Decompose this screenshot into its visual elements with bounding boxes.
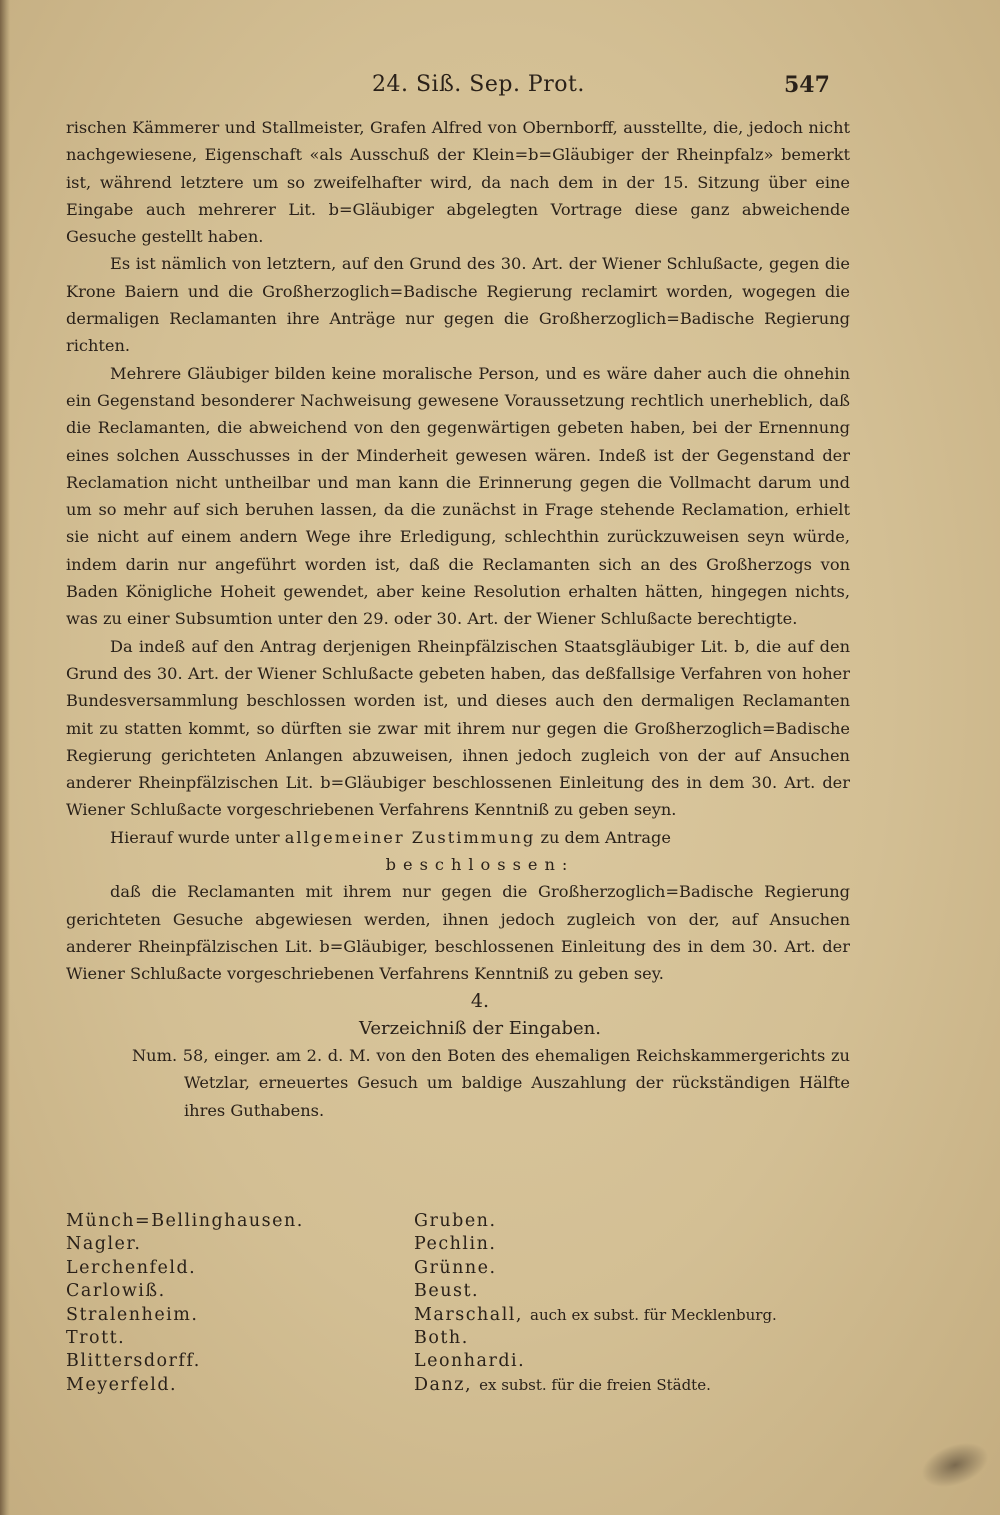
signatory-entry <box>414 1210 874 1233</box>
resolution-text: daß die Reclamanten mit ihrem nur gegen die Großherzoglich=Badische Regierung gerichteten Gesuche abgewiesen werden, ihnen jedoch zugleich von der, auf Ansuchen anderer Rheinpfälzischen Lit. b=Gläubiger, beschlossenen Einleitung des in dem 30. Art. der Wiener Schlußacte vorgeschriebenen Verfahrens Kenntniß zu geben sey. <box>66 882 850 984</box>
paragraph-1: rischen Kämmerer und Stallmeister, Grafen Alfred von Obernborff, ausstellte, die, jedoch nicht nachgewiesene, Eigenschaft «als Ausschuß der Klein=b=Gläubiger der Rheinpfalz» bemerkt ist, während letztere um so zweifelhafter wird, da nach dem in der 15. Sitzung über eine Eingabe auch mehrerer Lit. b=Gläubiger abgelegten Vortrage diese ganz abweichende Gesuche gestellt haben. <box>66 118 850 247</box>
signatory-note: auch ex subst. für Mecklenburg. <box>530 1305 777 1324</box>
entry-number: Num. 58, <box>132 1046 209 1066</box>
signatory-entry <box>414 1257 874 1280</box>
signatory-entry <box>414 1327 874 1350</box>
paragraph-4: Da indeß auf den Antrag derjenigen Rheinpfälzischen Staatsgläubiger Lit. b, die auf den Grund des 30. Art. der Wiener Schlußacte gebeten haben, das deßfallsige Verfahren von hoher Bundesversammlung beschlossen worden ist, und dieses auch den dermaligen Reclamanten mit zu statten kommt, so dürften sie zwar mit ihrem nur gegen die Großherzoglich=Badische Regierung gerichteten Anlangen abzuweisen, ihnen jedoch zugleich von der auf Ansuchen anderer Rheinpfälzischen Lit. b=Gläubiger beschlossenen Einleitung des in dem 30. Art. der Wiener Schlußacte vorgeschriebenen Verfahrens Kenntniß zu geben seyn. <box>66 636 850 820</box>
signatory-name: Pechlin. <box>414 1234 497 1255</box>
signatory-name: Danz, <box>414 1374 473 1395</box>
signatory-column-right <box>414 1210 874 1397</box>
resolution-intro-suffix: zu dem Antrage <box>540 827 671 847</box>
signatory-name: Meyerfeld. <box>66 1374 178 1395</box>
signatory-name: Beust. <box>414 1281 480 1302</box>
signatory-name: Both. <box>414 1328 469 1349</box>
signatory-name: Leonhardi. <box>414 1351 526 1372</box>
paragraph-3: Mehrere Gläubiger bilden keine moralische Person, und es wäre daher auch die ohnehin ein Gegenstand besonderer Nachweisung gewesene Voraussetzung rechtlich unerheblich, daß die Reclamanten, die abweichend von den gegenwärtigen gebeten haben, bei der Ernennung eines solchen Ausschusses in der Minderheit gewesen wären. Indeß ist der Gegenstand der Reclamation nicht untheilbar und man kann die Erinnerung gegen die Vollmacht darum und um so mehr auf sich beruhen lassen, da die zunächst in Frage stehende Reclamation, erhielt sie nicht auf einem andern Wege ihre Erledigung, schlechthin zurückzuweisen seyn würde, indem darin nur angeführt worden ist, daß die Reclamanten sich an des Großherzogs von Baden Königliche Hoheit gewendet, aber keine Resolution erhalten hätten, hingegen nichts, was zu einer Subsumtion unter den 29. oder 30. Art. der Wiener Schlußacte berechtigte. <box>66 363 850 629</box>
signatory-name: Carlowiß. <box>66 1281 166 1302</box>
resolution-intro-prefix: Hierauf wurde unter <box>110 827 280 847</box>
body-text <box>66 114 850 1124</box>
ink-smudge <box>915 1434 994 1496</box>
signatory-entry <box>414 1304 874 1327</box>
resolution-label: beschlossen: <box>385 855 575 875</box>
signatory-name: Trott. <box>66 1328 126 1349</box>
resolution-intro <box>66 824 850 851</box>
section-title: Verzeichniß der Eingaben. <box>359 1017 601 1039</box>
resolution-intro-emphasis: allgemeiner Zustimmung <box>284 827 536 847</box>
section-number: 4. <box>470 989 490 1012</box>
signatory-name: Gruben. <box>414 1211 497 1231</box>
page-number: 547 <box>784 72 830 98</box>
signatory-entry <box>414 1280 874 1303</box>
signatory-entry <box>414 1233 874 1256</box>
signatory-name: Lerchenfeld. <box>66 1257 197 1278</box>
signatory-name: Stralenheim. <box>66 1304 199 1325</box>
running-header <box>0 72 1000 108</box>
signatory-entry <box>414 1374 874 1397</box>
signatory-note: ex subst. für die freien Städte. <box>479 1375 711 1394</box>
signatory-name: Nagler. <box>66 1234 142 1255</box>
signatory-name: Münch=Bellinghausen. <box>66 1211 304 1231</box>
signatory-name: Grünne. <box>414 1257 497 1278</box>
page-binding-edge <box>0 0 10 1515</box>
paragraph-2: Es ist nämlich von letztern, auf den Grund des 30. Art. der Wiener Schlußacte, gegen die Krone Baiern und die Großherzoglich=Badische Regierung reclamirt worden, wogegen die dermaligen Reclamanten ihre Anträge nur gegen die Großherzoglich=Badische Regierung richten. <box>66 254 850 356</box>
signatory-name: Marschall, <box>414 1304 523 1325</box>
signatory-name: Blittersdorff. <box>66 1351 201 1372</box>
entry-text: einger. am 2. d. M. von den Boten des ehemaligen Reichskammergerichts zu Wetzlar, erneuertes Gesuch um baldige Auszahlung der rückständigen Hälfte ihres Guthabens. <box>184 1046 850 1120</box>
header-title: 24. Siß. Sep. Prot. <box>372 72 585 97</box>
signatory-entry <box>414 1350 874 1373</box>
list-item <box>66 1042 850 1124</box>
signatory-column-left <box>66 1210 396 1397</box>
